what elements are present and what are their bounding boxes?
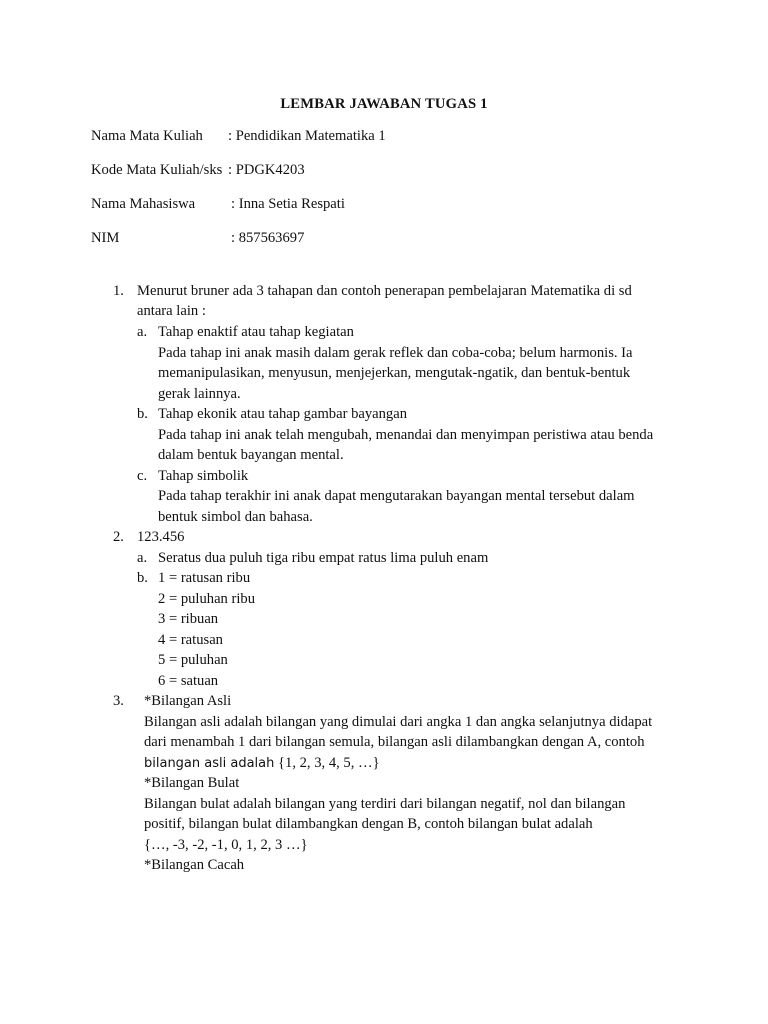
sub-heading: *Bilangan Bulat (144, 775, 240, 791)
place-value-line: 2 = puluhan ribu (158, 591, 255, 607)
info-value: : Pendidikan Matematika 1 (228, 128, 386, 144)
paragraph-line: bentuk simbol dan bahasa. (158, 509, 313, 525)
sub-heading: Tahap simbolik (158, 468, 249, 484)
number-value: 123.456 (137, 529, 185, 545)
info-value: : Inna Setia Respati (231, 196, 345, 212)
paragraph-line: Pada tahap ini anak masih dalam gerak reflek dan coba-coba; belum harmonis. Ia (158, 345, 633, 361)
list-number: 2. (113, 529, 124, 545)
info-label: Nama Mahasiswa (91, 196, 196, 212)
place-value-line: 3 = ribuan (158, 611, 219, 627)
paragraph-line: dari menambah 1 dari bilangan semula, bilangan asli dilambangkan dengan A, contoh (144, 734, 645, 750)
list-marker: b. (137, 406, 148, 422)
document-title: LEMBAR JAWABAN TUGAS 1 (280, 96, 488, 112)
list-number: 3. (113, 693, 124, 709)
place-value-line: 6 = satuan (158, 673, 219, 689)
paragraph-line: Seratus dua puluh tiga ribu empat ratus lima puluh enam (158, 550, 489, 566)
list-number: 1. (113, 283, 124, 299)
info-label: Kode Mata Kuliah/sks (91, 162, 223, 178)
list-marker: c. (137, 468, 148, 484)
paragraph-line: dalam bentuk bayangan mental. (158, 447, 344, 463)
paragraph-line: antara lain : (137, 303, 206, 319)
list-marker: b. (137, 570, 148, 586)
example-prefix: bilangan asli adalah (144, 756, 275, 771)
paragraph-line: memanipulasikan, menyusun, menjejerkan, mengutak-ngatik, dan bentuk-bentuk (158, 365, 631, 381)
sub-heading: Tahap enaktif atau tahap kegiatan (158, 324, 354, 340)
paragraph-line: Bilangan asli adalah bilangan yang dimulai dari angka 1 dan angka selanjutnya didapat (144, 714, 653, 730)
info-value: : 857563697 (231, 230, 305, 246)
place-value-line: 1 = ratusan ribu (158, 570, 251, 586)
paragraph-line: positif, bilangan bulat dilambangkan dengan B, contoh bilangan bulat adalah (144, 816, 593, 832)
info-label: NIM (91, 230, 120, 246)
info-value: : PDGK4203 (228, 162, 305, 178)
place-value-line: 4 = ratusan (158, 632, 223, 648)
paragraph-line: Pada tahap ini anak telah mengubah, menandai dan menyimpan peristiwa atau benda (158, 427, 654, 443)
place-value-line: 5 = puluhan (158, 652, 228, 668)
paragraph-line: gerak lainnya. (158, 386, 241, 402)
sub-heading: *Bilangan Cacah (144, 857, 245, 873)
sub-heading: Tahap ekonik atau tahap gambar bayangan (158, 406, 407, 422)
info-label: Nama Mata Kuliah (91, 128, 203, 144)
paragraph-line: Pada tahap terakhir ini anak dapat mengutarakan bayangan mental tersebut dalam (158, 488, 635, 504)
sub-heading: *Bilangan Asli (144, 693, 232, 709)
list-marker: a. (137, 550, 148, 566)
list-marker: a. (137, 324, 148, 340)
paragraph-line: Bilangan bulat adalah bilangan yang terdiri dari bilangan negatif, nol dan bilangan (144, 796, 626, 812)
example-line (144, 753, 380, 775)
paragraph-line: Menurut bruner ada 3 tahapan dan contoh penerapan pembelajaran Matematika di sd (137, 283, 632, 299)
example-set: {…, -3, -2, -1, 0, 1, 2, 3 …} (144, 837, 308, 853)
example-set: {1, 2, 3, 4, 5, …} (278, 755, 380, 771)
